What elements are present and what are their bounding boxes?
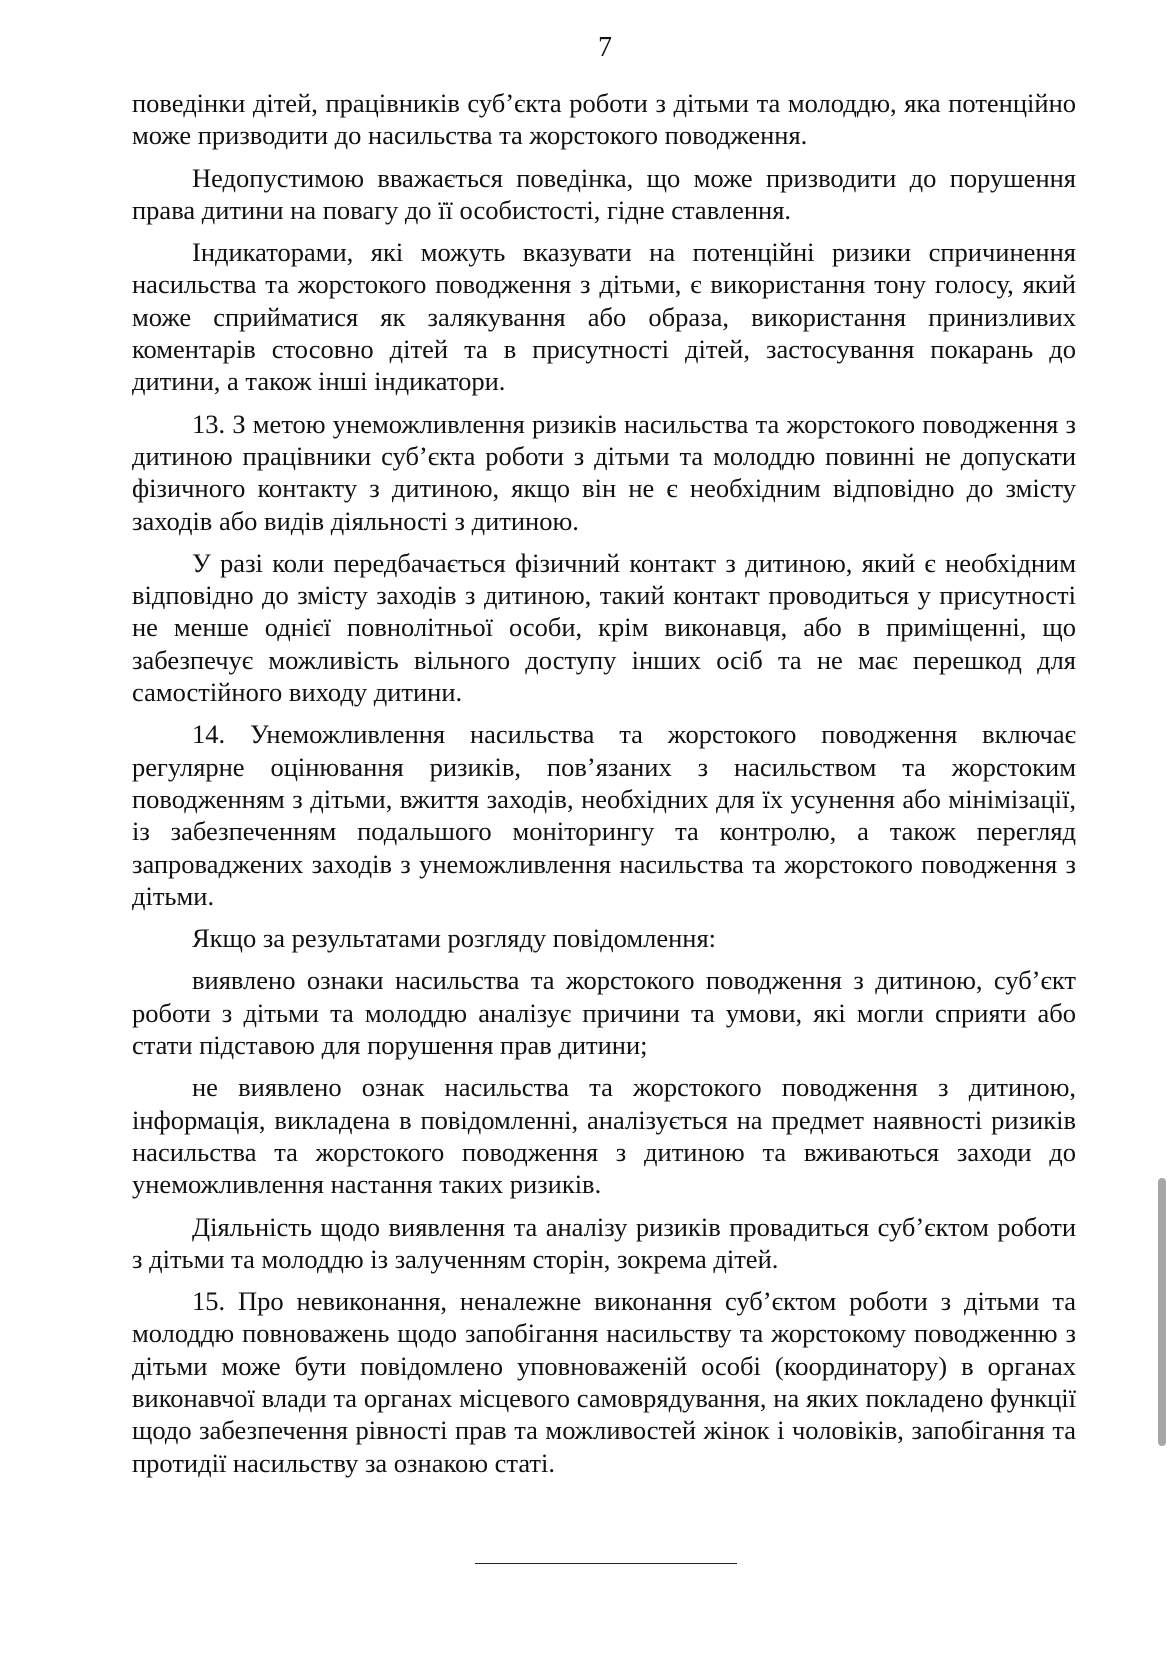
paragraph-11: 15. Про невиконання, неналежне виконання суб’єктом роботи з дітьми та молоддю повноважень щодо запобігання насильству та жорстокому поводженню з дітьми може бути повідомлено уповноваженій особі (координатору) в органах виконавчої влади та органах місцевого самоврядування, на яких покладено функції щодо забезпечення рівності прав та можливостей жінок і чоловіків, запобігання та протидії насильству за ознакою статі. xyxy=(132,1286,1076,1478)
paragraph-9: не виявлено ознак насильства та жорстокого поводження з дитиною, інформація, викладена в повідомленні, аналізується на предмет наявності ризиків насильства та жорстокого поводження з дитиною та вживаються заходи до унеможливлення настання таких ризиків. xyxy=(132,1072,1076,1200)
paragraph-10: Діяльність щодо виявлення та аналізу ризиків провадиться суб’єктом роботи з дітьми та молоддю із залученням сторін, зокрема дітей. xyxy=(132,1211,1076,1274)
paragraph-3: Індикаторами, які можуть вказувати на потенційні ризики спричинення насильства та жорстокого поводження з дітьми, є використання тону голосу, який може сприйматися як залякування або образа, використання принизливих коментарів стосовно дітей та в присутності дітей, застосування покарань до дитини, а також інші індикатори. xyxy=(132,237,1076,397)
paragraph-2: Недопустимою вважається поведінка, що може призводити до порушення права дитини на повагу до її особистості, гідне ставлення. xyxy=(132,162,1076,225)
paragraph-6: 14. Унеможливлення насильства та жорстокого поводження включає регулярне оцінювання ризиків, пов’язаних з насильством та жорстоким поводженням з дітьми, вжиття заходів, необхідних для їх усунення або мінімізації, із забезпеченням подальшого моніторингу та контролю, а також перегляд запроваджених заходів з унеможливлення насильства та жорстокого поводження з дітьми. xyxy=(132,719,1076,911)
end-of-document-rule xyxy=(475,1563,737,1564)
paragraph-1: поведінки дітей, працівників суб’єкта роботи з дітьми та молоддю, яка потенційно може призводити до насильства та жорстокого поводження. xyxy=(132,88,1076,151)
vertical-scrollbar-thumb[interactable] xyxy=(1158,1178,1166,1446)
paragraph-4: 13. З метою унеможливлення ризиків насильства та жорстокого поводження з дитиною працівники суб’єкта роботи з дітьми та молоддю повинні не допускати фізичного контакту з дитиною, якщо він не є необхідним відповідно до змісту заходів або видів діяльності з дитиною. xyxy=(132,408,1076,536)
document-body xyxy=(132,87,1076,1489)
paragraph-5: У разі коли передбачається фізичний контакт з дитиною, який є необхідним відповідно до змісту заходів з дитиною, такий контакт проводиться у присутності не менше однієї повнолітньої особи, крім виконавця, або в приміщенні, що забезпечує можливість вільного доступу інших осіб та не має перешкод для самостійного виходу дитини. xyxy=(132,547,1076,708)
page-number: 7 xyxy=(598,32,612,63)
paragraph-8: виявлено ознаки насильства та жорстокого поводження з дитиною, суб’єкт роботи з дітьми та молоддю аналізує причини та умови, які могли сприяти або стати підставою для порушення прав дитини; xyxy=(132,965,1076,1061)
paragraph-7: Якщо за результатами розгляду повідомлення: xyxy=(192,923,717,954)
